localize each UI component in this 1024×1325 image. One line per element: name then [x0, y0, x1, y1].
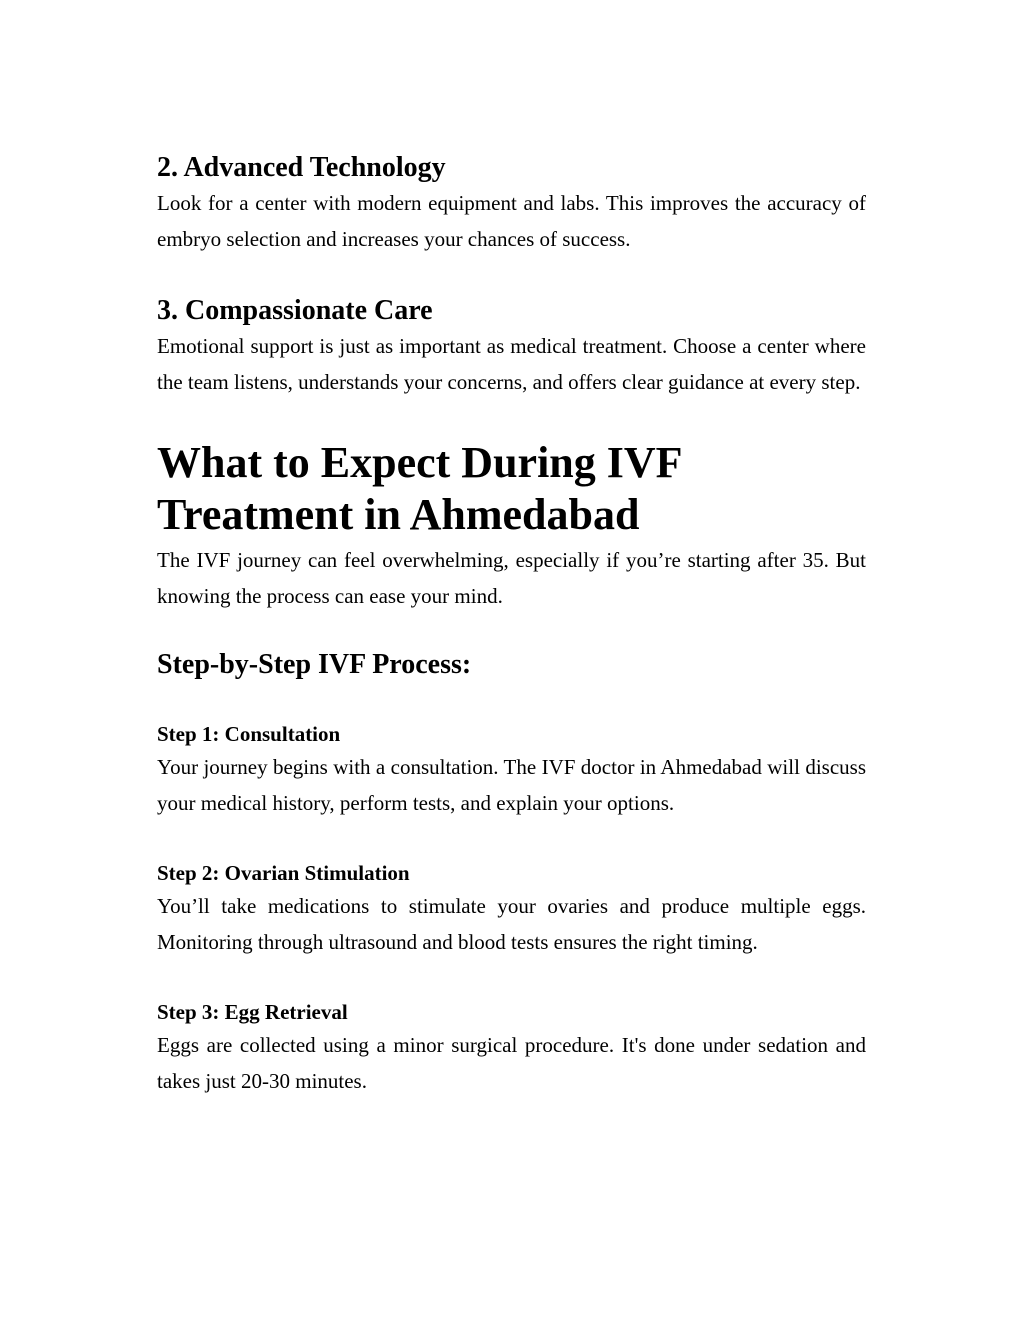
heading-step-3: Step 3: Egg Retrieval [157, 1000, 348, 1024]
section-step-1 [157, 719, 866, 821]
section-compassionate-care [157, 293, 866, 400]
paragraph-step-1: Your journey begins with a consultation. The IVF doctor in Ahmedabad will discuss your medical history, perform tests, and explain your options. [157, 755, 866, 815]
paragraph-step-3: Eggs are collected using a minor surgical procedure. It's done under sedation and takes just 20-30 minutes. [157, 1033, 866, 1093]
section-step-3 [157, 997, 866, 1099]
heading-step-1: Step 1: Consultation [157, 722, 341, 746]
heading-advanced-technology: 2. Advanced Technology [157, 152, 446, 183]
document-page [157, 150, 866, 1099]
section-advanced-technology [157, 150, 866, 257]
heading-step-by-step: Step-by-Step IVF Process: [157, 649, 472, 680]
section-step-by-step [157, 647, 866, 683]
section-what-to-expect [157, 437, 866, 614]
heading-compassionate-care: 3. Compassionate Care [157, 295, 433, 326]
section-step-2 [157, 858, 866, 960]
paragraph-compassionate-care: Emotional support is just as important as medical treatment. Choose a center where the team listens, understands your concerns, and offers clear guidance at every step. [157, 334, 866, 394]
paragraph-step-2: You’ll take medications to stimulate your ovaries and produce multiple eggs. Monitoring through ultrasound and blood tests ensures the right timing. [157, 894, 866, 954]
paragraph-advanced-technology: Look for a center with modern equipment and labs. This improves the accuracy of embryo selection and increases your chances of success. [157, 191, 866, 251]
heading-step-2: Step 2: Ovarian Stimulation [157, 861, 410, 885]
paragraph-what-to-expect: The IVF journey can feel overwhelming, especially if you’re starting after 35. But knowing the process can ease your mind. [157, 548, 866, 608]
heading-what-to-expect: What to Expect During IVF Treatment in Ahmedabad [157, 438, 681, 539]
